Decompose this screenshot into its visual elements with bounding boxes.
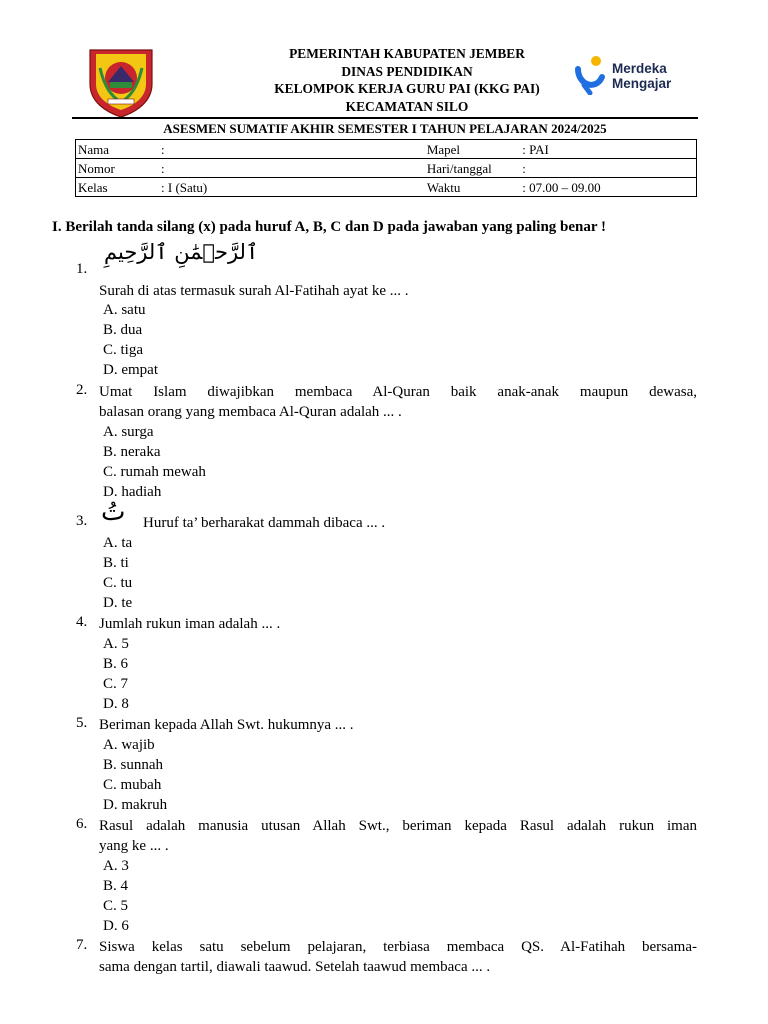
question-number: 1. — [76, 261, 88, 277]
letterhead-line-2: DINAS PENDIDIKAN — [341, 63, 473, 79]
info-row-nomor — [76, 159, 697, 178]
question-number: 3. — [76, 513, 88, 529]
value-waktu: : 07.00 – 09.00 — [520, 178, 696, 197]
question-text: Jumlah rukun iman adalah ... . — [99, 616, 281, 632]
question-number: 5. — [76, 715, 88, 731]
value-kelas: : I (Satu) — [159, 178, 425, 197]
answer-option[interactable]: B. 4 — [103, 878, 129, 894]
answer-option[interactable]: A. 5 — [103, 636, 129, 652]
question-text-line: Umat Islam diwajibkan membaca Al-Quran baik anak-anak maupun dewasa, — [99, 384, 697, 400]
kabupaten-jember-emblem-icon — [86, 44, 156, 118]
section-instruction: I. Berilah tanda silang (x) pada huruf A, B, C dan D pada jawaban yang paling benar ! — [52, 219, 607, 235]
answer-option[interactable]: A. 3 — [103, 858, 129, 874]
letterhead — [232, 45, 582, 115]
label-nomor: Nomor — [76, 159, 160, 178]
letterhead-line-4: KECAMATAN SILO — [345, 98, 469, 114]
exam-title: ASESMEN SUMATIF AKHIR SEMESTER I TAHUN PELAJARAN 2024/2025 — [163, 121, 607, 136]
arabic-basmalah-verse: ٱلرَّحۡمَٰنِ ٱلرَّحِيمِ — [104, 240, 259, 264]
info-row-kelas — [76, 178, 697, 197]
answer-option[interactable]: D. 6 — [103, 918, 129, 934]
question-number: 6. — [76, 816, 88, 832]
question-number: 2. — [76, 382, 88, 398]
answer-option[interactable]: C. tiga — [103, 342, 143, 358]
answer-option[interactable]: D. te — [103, 595, 133, 611]
value-nomor: : — [159, 159, 425, 178]
answer-option[interactable]: D. hadiah — [103, 484, 162, 500]
answer-option[interactable]: B. sunnah — [103, 757, 163, 773]
value-mapel: : PAI — [520, 140, 696, 159]
answer-option[interactable]: C. mubah — [103, 777, 162, 793]
label-mapel: Mapel — [425, 140, 520, 159]
label-kelas: Kelas — [76, 178, 160, 197]
question-text-line: Siswa kelas satu sebelum pelajaran, terbiasa membaca QS. Al-Fatihah bersama- — [99, 939, 697, 955]
letterhead-line-1: PEMERINTAH KABUPATEN JEMBER — [289, 46, 525, 61]
question-text: Beriman kepada Allah Swt. hukumnya ... . — [99, 717, 354, 733]
label-waktu: Waktu — [425, 178, 520, 197]
letterhead-divider — [72, 117, 698, 119]
answer-option[interactable]: A. satu — [103, 302, 146, 318]
logo-text-mengajar: Mengajar — [612, 76, 672, 91]
answer-option[interactable]: C. rumah mewah — [103, 464, 206, 480]
answer-option[interactable]: B. dua — [103, 322, 143, 338]
question-text-line: sama dengan tartil, diawali taawud. Setelah taawud membaca ... . — [99, 959, 491, 975]
answer-option[interactable]: A. ta — [103, 535, 133, 551]
label-hari-tanggal: Hari/tanggal — [425, 159, 520, 178]
answer-option[interactable]: B. neraka — [103, 444, 161, 460]
answer-option[interactable]: D. 8 — [103, 696, 129, 712]
letterhead-line-3: KELOMPOK KERJA GURU PAI (KKG PAI) — [274, 81, 540, 97]
merdeka-mengajar-logo — [574, 55, 689, 97]
answer-option[interactable]: C. 7 — [103, 676, 129, 692]
arabic-letter-ta: تُ — [101, 497, 126, 527]
answer-option[interactable]: D. makruh — [103, 797, 168, 813]
answer-option[interactable]: A. surga — [103, 424, 154, 440]
answer-option[interactable]: B. 6 — [103, 656, 129, 672]
answer-option[interactable]: B. ti — [103, 555, 129, 571]
label-nama: Nama — [76, 140, 160, 159]
question-text: Huruf ta’ berharakat dammah dibaca ... . — [143, 515, 386, 531]
answer-option[interactable]: A. wajib — [103, 737, 155, 753]
question-text-line: Rasul adalah manusia utusan Allah Swt., beriman kepada Rasul adalah rukun iman — [99, 818, 697, 834]
question-text-line: balasan orang yang membaca Al-Quran adalah ... . — [99, 404, 402, 420]
answer-option[interactable]: C. tu — [103, 575, 133, 591]
value-hari-tanggal: : — [520, 159, 696, 178]
answer-option[interactable]: C. 5 — [103, 898, 129, 914]
answer-option[interactable]: D. empat — [103, 362, 158, 378]
question-text: Surah di atas termasuk surah Al-Fatihah ayat ke ... . — [99, 283, 409, 299]
merdeka-mengajar-symbol-icon — [574, 55, 608, 95]
question-number: 4. — [76, 614, 88, 630]
student-info-table — [75, 139, 697, 197]
info-row-nama — [76, 140, 697, 159]
question-text-line: yang ke ... . — [99, 838, 169, 854]
value-nama: : — [159, 140, 425, 159]
question-number: 7. — [76, 937, 88, 953]
logo-text-merdeka: Merdeka — [612, 61, 667, 76]
